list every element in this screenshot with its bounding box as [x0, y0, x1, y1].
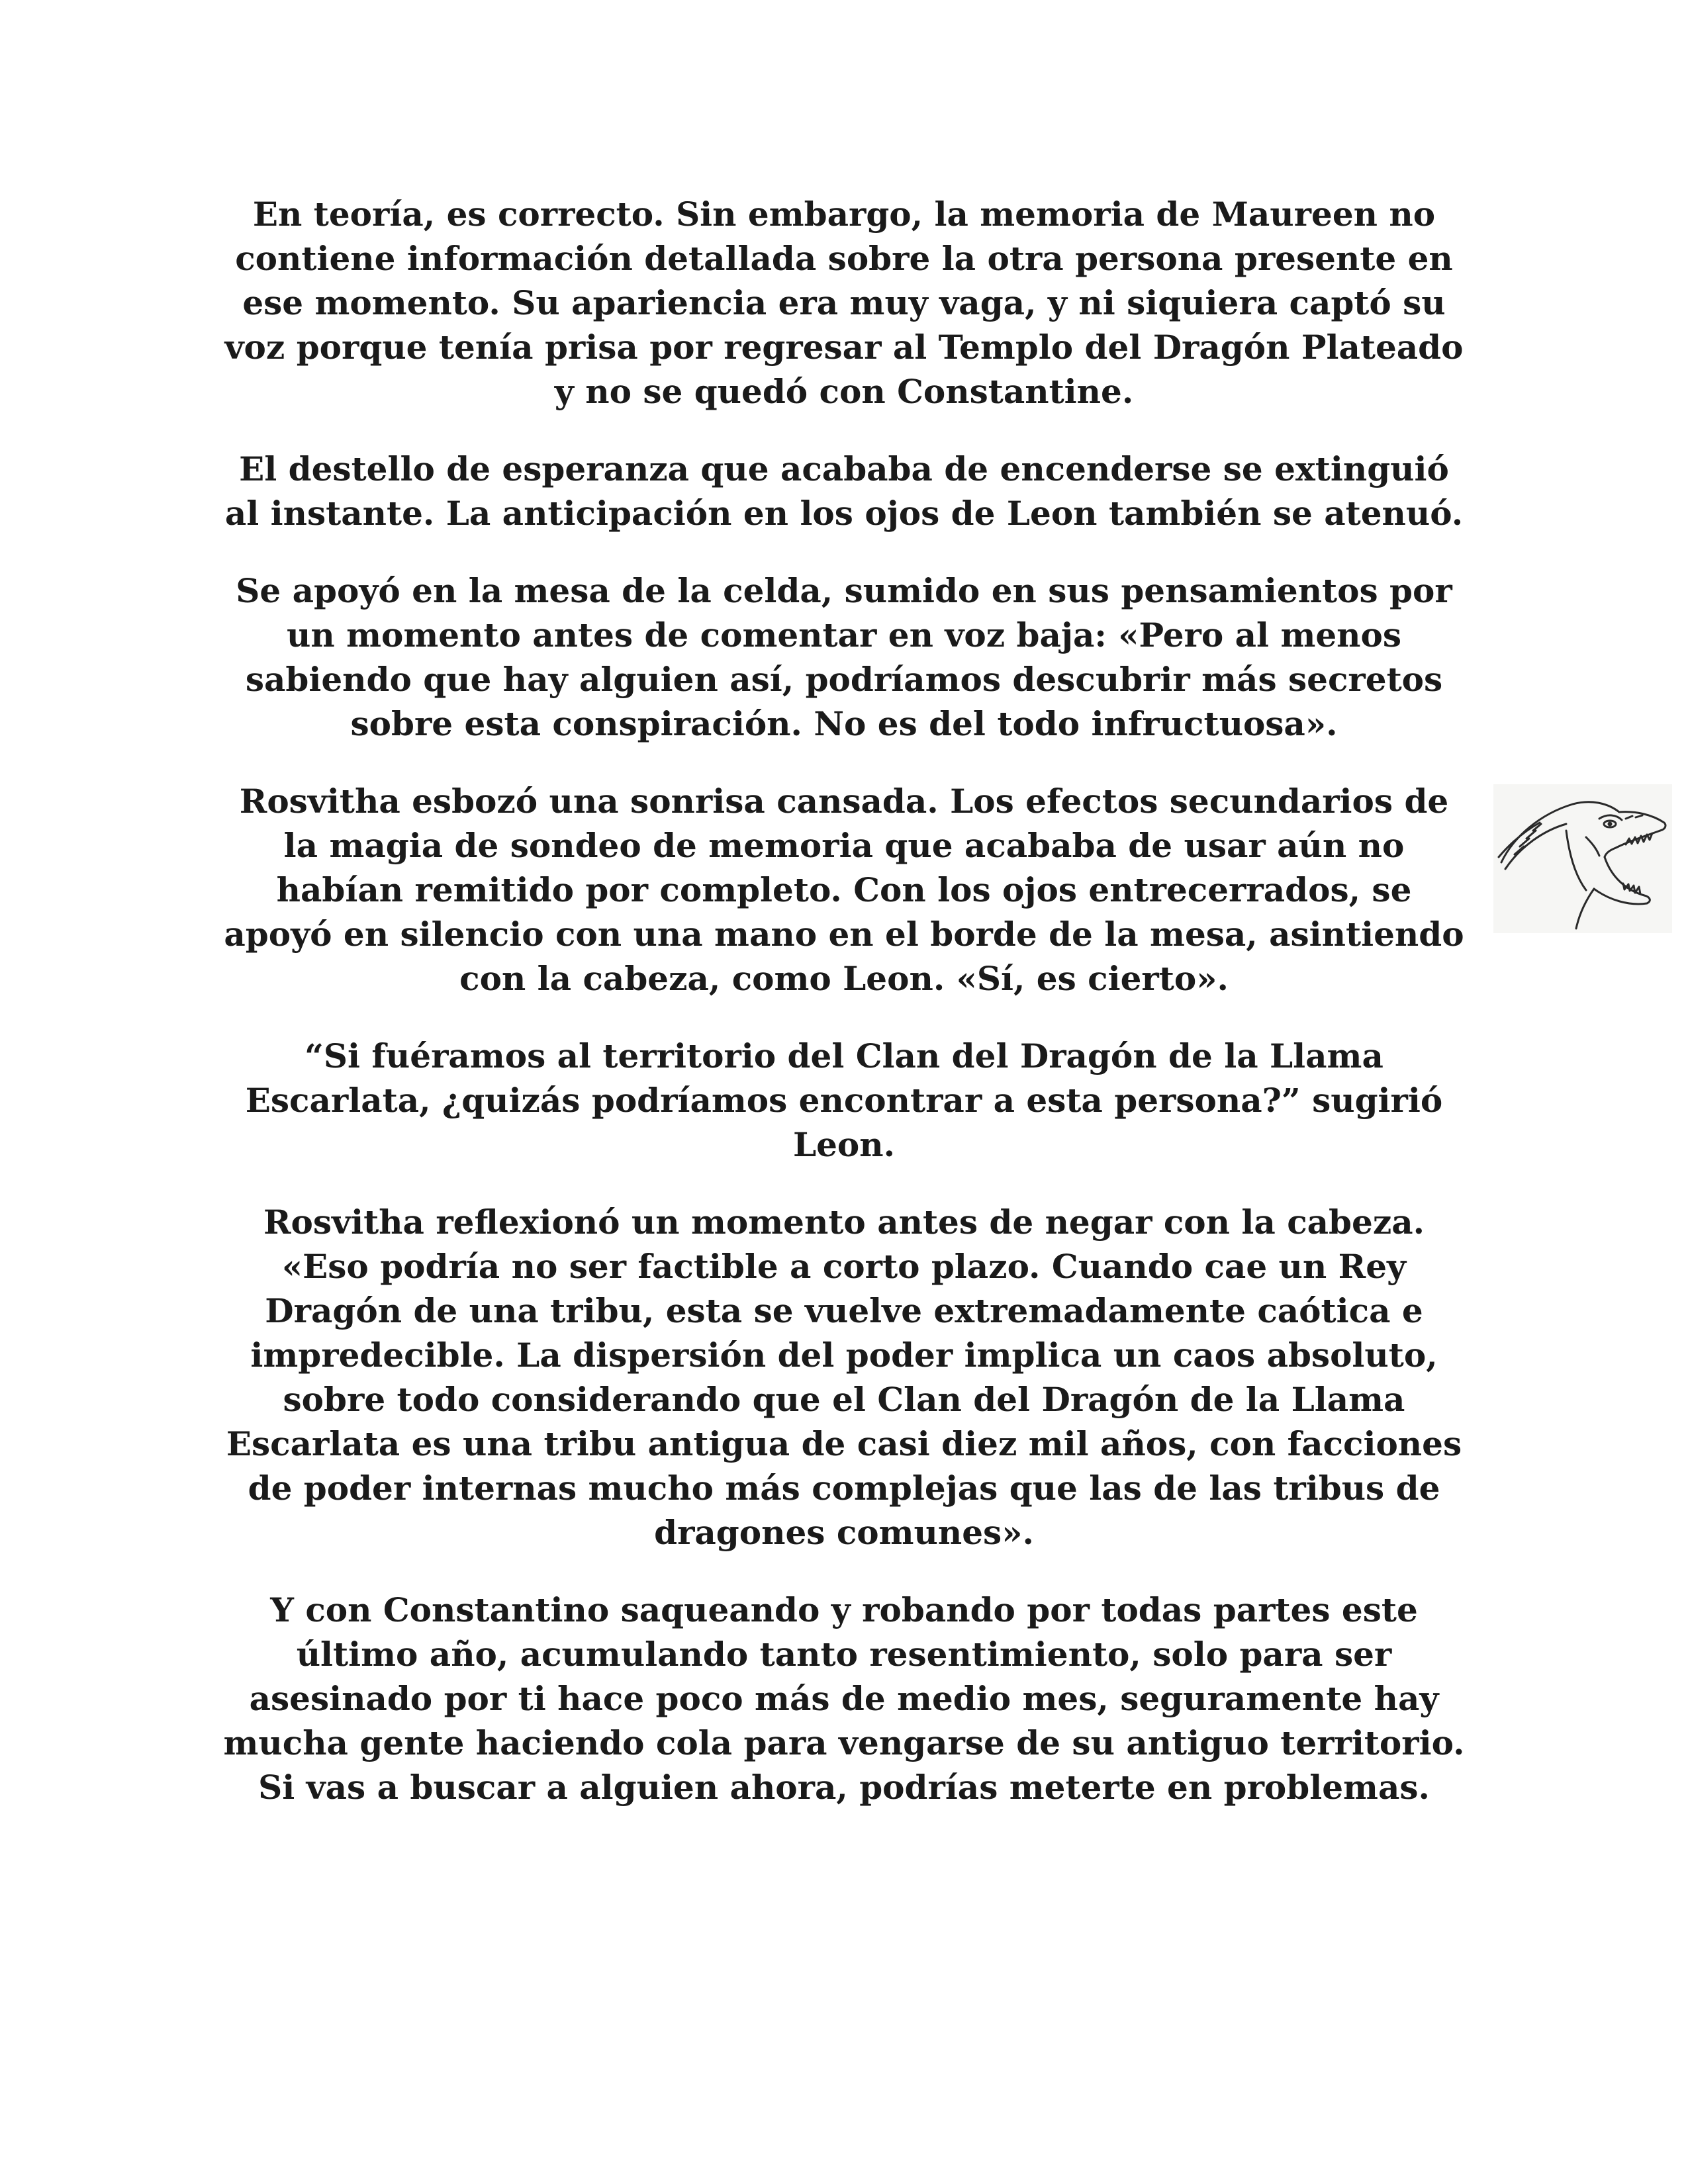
dinosaur-head-sketch-icon	[1493, 784, 1672, 933]
paragraph-1: En teoría, es correcto. Sin embargo, la memoria de Maureen no contiene información detallada sobre la otra persona presente en ese momento. Su apariencia era muy vaga, y ni siquiera captó su voz porque tenía prisa por regresar al Templo del Dragón Plateado y no se quedó con Constantine.	[224, 195, 1464, 411]
paragraph-2: El destello de esperanza que acababa de encenderse se extinguió al instante. La anticipación en los ojos de Leon también se atenuó.	[224, 449, 1464, 533]
paragraph-4: Rosvitha esbozó una sonrisa cansada. Los efectos secundarios de la magia de sondeo de memoria que acababa de usar aún no habían remitido por completo. Con los ojos entrecerrados, se apoyó en silencio con una mano en el borde de la mesa, asintiendo con la cabeza, como Leon. «Sí, es cierto».	[224, 782, 1464, 998]
paragraph-7: Y con Constantino saqueando y robando por todas partes este último año, acumulando tanto resentimiento, solo para ser asesinado por ti hace poco más de medio mes, seguramente hay mucha gente haciendo cola para vengarse de su antiguo territorio. Si vas a buscar a alguien ahora, podrías meterte en problemas.	[223, 1590, 1465, 1807]
paragraph-6: Rosvitha reflexionó un momento antes de negar con la cabeza. «Eso podría no ser factible a corto plazo. Cuando cae un Rey Dragón de una tribu, esta se vuelve extremadamente caótica e impredecible. La dispersión del poder implica un caos absoluto, sobre todo considerando que el Clan del Dragón de la Llama Escarlata es una tribu antigua de casi diez mil años, con facciones de poder internas mucho más complejas que las de las tribus de dragones comunes».	[226, 1203, 1462, 1552]
paragraph-5: “Si fuéramos al territorio del Clan del Dragón de la Llama Escarlata, ¿quizás podríamos encontrar a esta persona?” sugirió Leon.	[245, 1036, 1443, 1164]
body-text	[218, 192, 1470, 1843]
paragraph-3: Se apoyó en la mesa de la celda, sumido en sus pensamientos por un momento antes de comentar en voz baja: «Pero al menos sabiendo que hay alguien así, podríamos descubrir más secretos sobre esta conspiración. No es del todo infructuosa».	[236, 571, 1452, 743]
